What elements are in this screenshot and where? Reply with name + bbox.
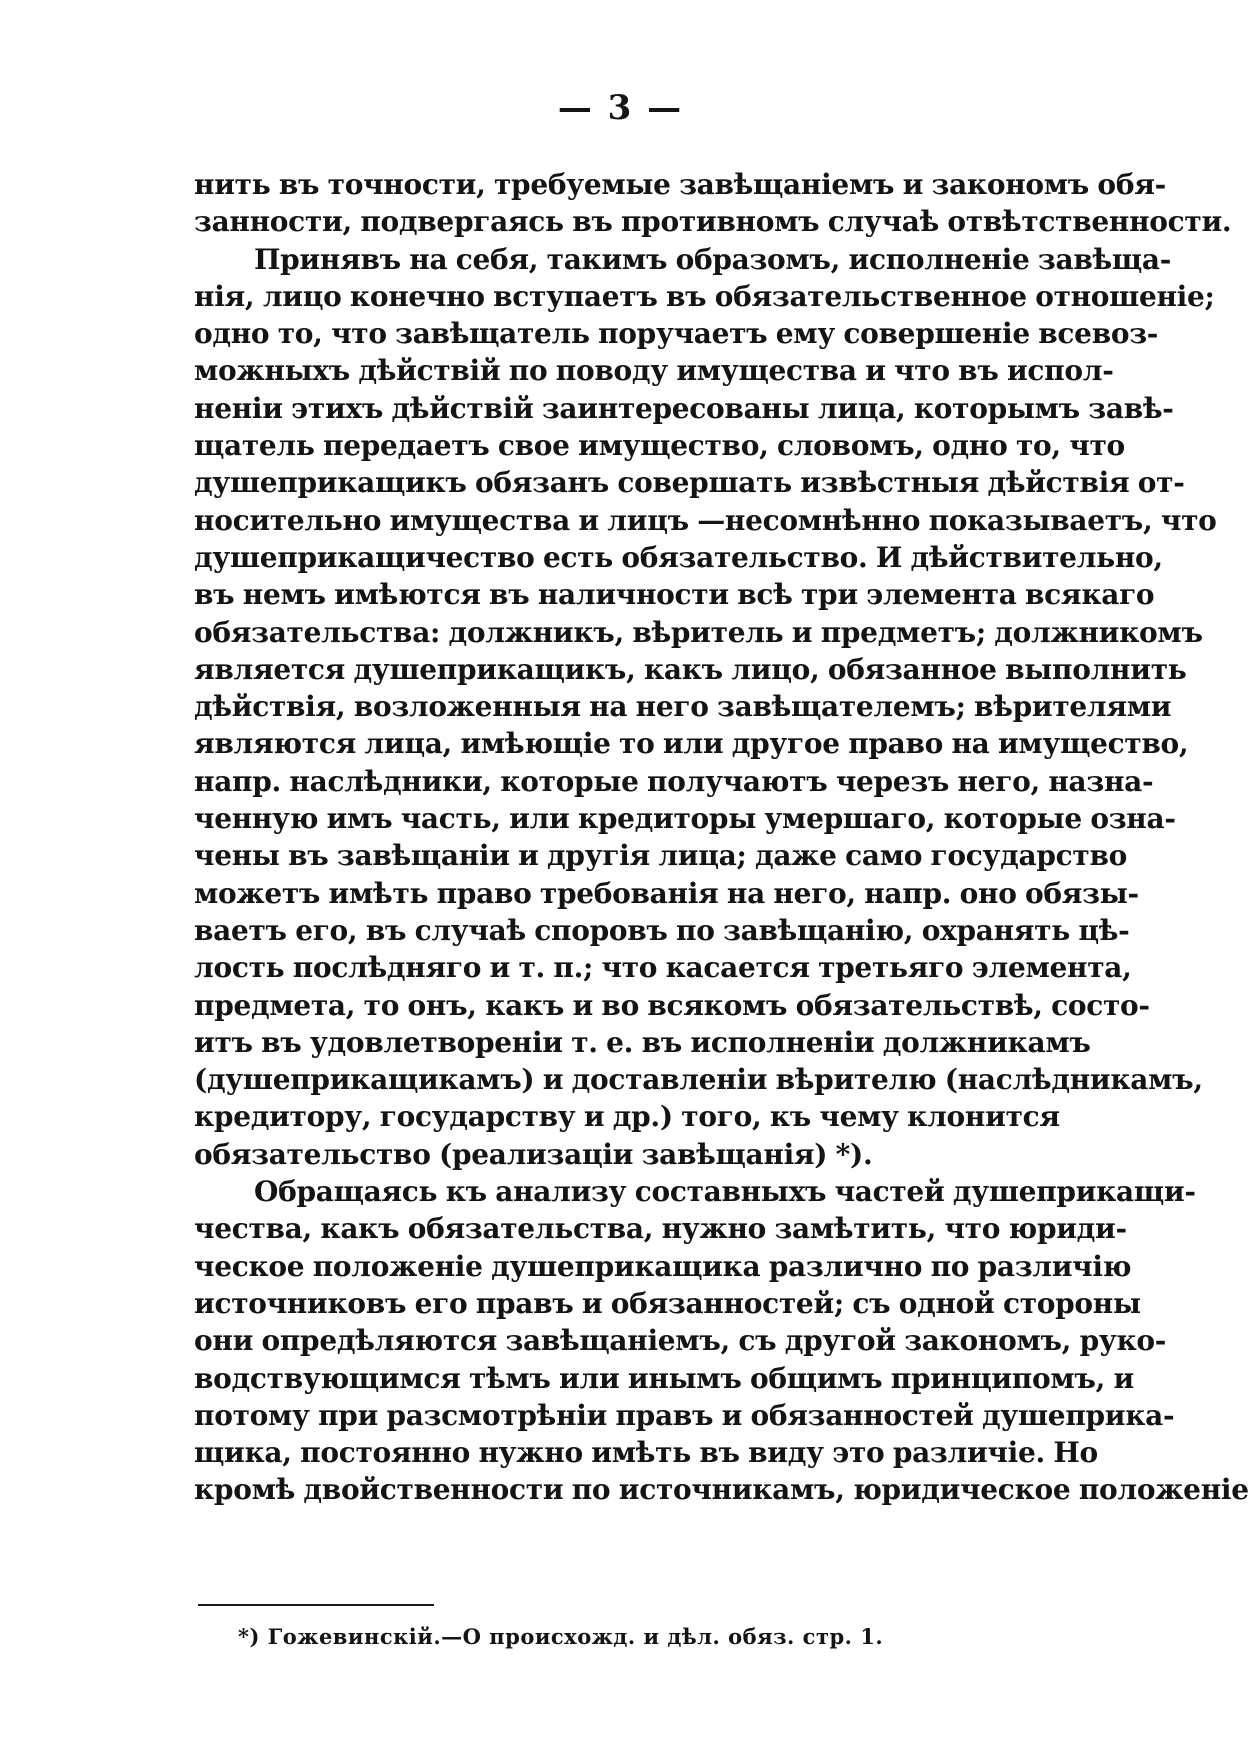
text-line: занности, подвергаясь въ противномъ случаѣ отвѣтственности. [194, 205, 1232, 239]
text-line: въ немъ имѣются въ наличности всѣ три элемента всякаго [194, 578, 1155, 612]
text-line: обязательство (реализаціи завѣщанія) *). [194, 1137, 873, 1171]
text-line: кредитору, государству и др.) того, къ чему клонится [194, 1100, 1060, 1134]
text-line: водствующимся тѣмъ или инымъ общимъ принципомъ, и [194, 1361, 1134, 1395]
text-line: (душеприкащикамъ) и доставленіи вѣрителю (наслѣдникамъ, [194, 1063, 1203, 1097]
text-line: щатель передаетъ свое имущество, словомъ, одно то, что [194, 429, 1125, 463]
text-line: предмета, то онъ, какъ и во всякомъ обязательствѣ, состо- [194, 988, 1150, 1022]
footnote-divider [198, 1604, 434, 1606]
text-line: неніи этихъ дѣйствій заинтересованы лица, которымъ завѣ- [194, 391, 1174, 425]
text-line: ваетъ его, въ случаѣ споровъ по завѣщанію, охранять цѣ- [194, 913, 1130, 947]
text-line: чества, какъ обязательства, нужно замѣтить, что юриди- [194, 1212, 1127, 1246]
text-line: являются лица, имѣющіе то или другое право на имущество, [194, 727, 1189, 761]
text-line: напр. наслѣдники, которые получаютъ черезъ него, назна- [194, 764, 1154, 798]
text-line: они опредѣляются завѣщаніемъ, съ другой закономъ, руко- [194, 1324, 1167, 1358]
text-line: нія, лицо конечно вступаетъ въ обязательственное отношеніе; [194, 279, 1215, 313]
text-line: потому при разсмотрѣніи правъ и обязанностей душеприка- [194, 1398, 1175, 1432]
text-line: Обращаясь къ анализу составныхъ частей душеприкащи- [254, 1175, 1196, 1209]
text-line: можетъ имѣть право требованія на него, напр. оно обязы- [194, 876, 1139, 910]
text-line: чены въ завѣщаніи и другія лица; даже само государство [194, 839, 1127, 873]
text-line: носительно имущества и лицъ —несомнѣнно показываетъ, что [194, 503, 1217, 537]
body-text [194, 166, 1249, 1509]
text-line: лость послѣдняго и т. п.; что касается третьяго элемента, [194, 951, 1132, 985]
text-line: одно то, что завѣщатель поручаетъ ему совершеніе всевоз- [194, 317, 1159, 351]
text-line: ченную имъ часть, или кредиторы умершаго, которые озна- [194, 802, 1176, 836]
text-line: источниковъ его правъ и обязанностей; съ одной стороны [194, 1286, 1141, 1320]
text-line: нить въ точности, требуемые завѣщаніемъ и закономъ обя- [194, 168, 1166, 201]
text-line: итъ въ удовлетвореніи т. е. въ исполненіи должникамъ [194, 1025, 1091, 1059]
page-number: — 3 — [557, 88, 684, 128]
text-line: является душеприкащикъ, какъ лицо, обязанное выполнить [194, 652, 1187, 686]
text-line: обязательства: должникъ, вѣритель и предметъ; должникомъ [194, 615, 1203, 649]
text-line: щика, постоянно нужно имѣть въ виду это различіе. Но [194, 1436, 1098, 1470]
text-line: дѣйствія, возложенныя на него завѣщателемъ; вѣрителями [194, 690, 1172, 724]
text-line: душеприкащичество есть обязательство. И дѣйствительно, [194, 540, 1163, 574]
text-line: кромѣ двойственности по источникамъ, юридическое положеніе [194, 1473, 1249, 1507]
text-line: Принявъ на себя, такимъ образомъ, исполненіе завѣща- [254, 242, 1172, 276]
text-line: ческое положеніе душеприкащика различно по различію [194, 1249, 1132, 1283]
text-line: можныхъ дѣйствій по поводу имущества и что въ испол- [194, 354, 1114, 388]
text-line: душеприкащикъ обязанъ совершать извѣстныя дѣйствія от- [194, 466, 1185, 500]
footnote: *) Гожевинскій.—О происхожд. и дѣл. обяз. стр. 1. [238, 1624, 884, 1649]
